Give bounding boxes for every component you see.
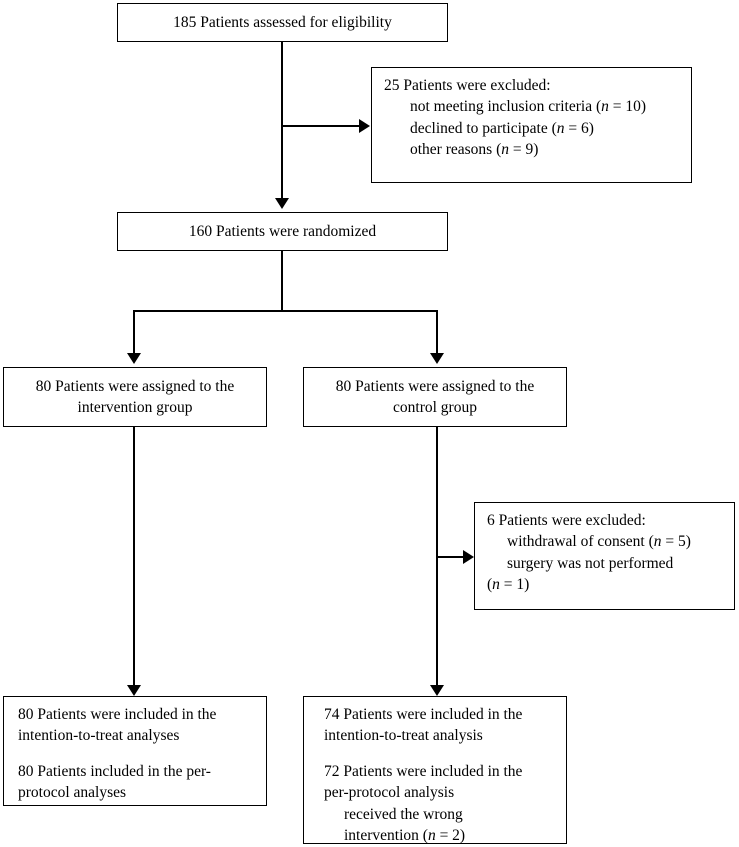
- node-assessed-for-eligibility-label: 185 Patients assessed for eligibility: [173, 13, 392, 31]
- node-intervention-allocation: [3, 367, 267, 427]
- excluded-second-reason-2: surgery was not performed: [507, 554, 674, 572]
- node-control-allocation: [303, 367, 567, 427]
- intervention-analysis-p2-line1: 80 Patients included in the per-: [18, 762, 211, 780]
- excluded-first-reason-1: not meeting inclusion criteria (n = 10): [410, 98, 647, 116]
- control-allocation-line2: control group: [393, 399, 477, 416]
- arrowhead-control-to-analysis: [430, 685, 444, 696]
- node-excluded-second: [474, 502, 735, 610]
- connector-eligibility-to-randomized: [281, 42, 283, 199]
- node-intervention-analysis: [3, 696, 267, 806]
- connector-to-excluded-first: [281, 125, 360, 127]
- connector-randomized-split: [133, 310, 438, 312]
- control-analysis-para2: [324, 761, 556, 847]
- control-allocation-line1: 80 Patients were assigned to the: [335, 377, 535, 395]
- node-excluded-first: [371, 67, 692, 183]
- intervention-allocation-line1: 80 Patients were assigned to the: [35, 377, 235, 395]
- control-analysis-p1-line1: 74 Patients were included in the: [324, 706, 523, 723]
- node-randomized: [117, 212, 448, 251]
- connector-intervention-to-analysis: [133, 427, 135, 686]
- control-analysis-para1: [324, 704, 556, 747]
- connector-to-control: [436, 310, 438, 354]
- node-randomized-label: 160 Patients were randomized: [188, 222, 377, 240]
- connector-randomized-stem: [281, 251, 283, 311]
- control-analysis-p2-line2: per-protocol analysis: [324, 784, 455, 802]
- excluded-second-title: 6 Patients were excluded:: [487, 512, 646, 529]
- intervention-analysis-p1-line2: intention-to-treat analyses: [18, 727, 180, 745]
- control-analysis-p1-line2: intention-to-treat analysis: [324, 727, 483, 745]
- excluded-second-reason-3: (n = 1): [487, 576, 530, 594]
- excluded-second-reason-1: withdrawal of consent (n = 5): [507, 533, 691, 551]
- control-analysis-p2-line1: 72 Patients were included in the: [324, 762, 523, 780]
- intervention-analysis-para2: [18, 761, 256, 804]
- intervention-allocation-line2: intervention group: [77, 399, 193, 416]
- intervention-analysis-p1-line1: 80 Patients were included in the: [18, 706, 217, 723]
- arrowhead-to-intervention: [127, 353, 141, 364]
- intervention-analysis-para1: [18, 704, 256, 747]
- arrowhead-to-excluded-first: [359, 119, 370, 133]
- control-analysis-p3-line2: intervention (n = 2): [344, 826, 466, 844]
- node-assessed-for-eligibility: [117, 3, 448, 42]
- excluded-first-title: 25 Patients were excluded:: [384, 77, 551, 94]
- excluded-first-reason-2: declined to participate (n = 6): [410, 119, 594, 137]
- excluded-first-reason-3: other reasons (n = 9): [410, 141, 539, 159]
- connector-to-intervention: [133, 310, 135, 354]
- arrowhead-to-control: [430, 353, 444, 364]
- intervention-analysis-p2-line2: protocol analyses: [18, 784, 127, 802]
- control-analysis-p3-line1: received the wrong: [344, 805, 463, 823]
- arrowhead-intervention-to-analysis: [127, 685, 141, 696]
- arrowhead-eligibility-to-randomized: [275, 198, 289, 209]
- node-control-analysis: [303, 696, 567, 844]
- arrowhead-to-excluded-second: [463, 550, 474, 564]
